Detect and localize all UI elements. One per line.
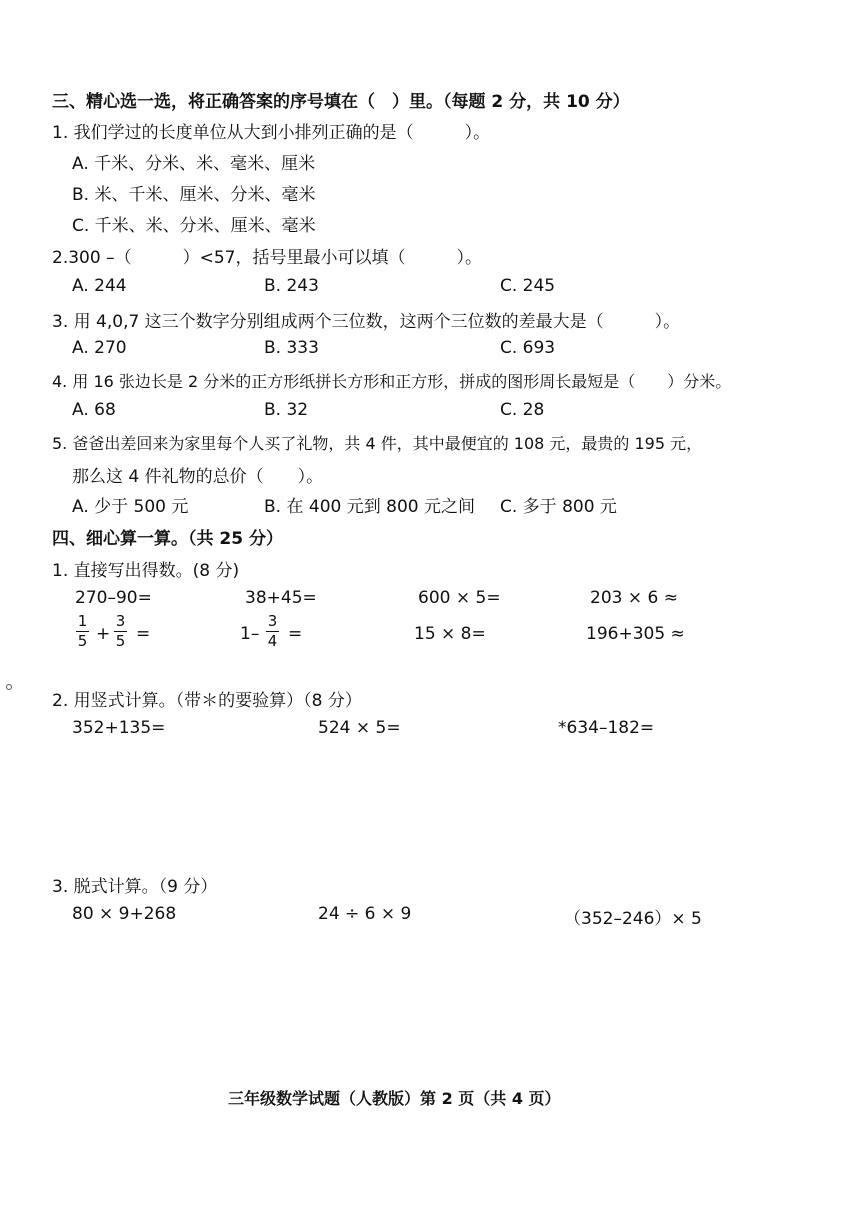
vertical-calc-item: *634–182= bbox=[558, 718, 655, 738]
q5-stem-line2: 那么这 4 件礼物的总价（ ）。 bbox=[72, 467, 324, 487]
calc-item: 600 × 5= bbox=[418, 588, 501, 608]
stepwise-calc-item: （352–246）× 5 bbox=[564, 909, 702, 929]
calc-item: 196+305 ≈ bbox=[586, 624, 685, 644]
vertical-calc-item: 352+135= bbox=[72, 718, 166, 738]
fraction-three-fifths: 3 5 bbox=[115, 612, 126, 650]
q2-option-a: A. 244 bbox=[72, 276, 127, 296]
calc-item: 203 × 6 ≈ bbox=[590, 588, 678, 608]
q4-stem: 4. 用 16 张边长是 2 分米的正方形纸拼长方形和正方形，拼成的图形周长最短是（ ）分米。 bbox=[52, 372, 732, 391]
equals-sign: = bbox=[288, 624, 303, 644]
p1-title: 1. 直接写出得数。(8 分) bbox=[52, 561, 240, 581]
plus-sign: + bbox=[96, 624, 111, 644]
p3-title: 3. 脱式计算。（9 分） bbox=[52, 877, 218, 897]
q3-option-b: B. 333 bbox=[264, 338, 319, 358]
equals-sign: = bbox=[136, 624, 151, 644]
q5-option-a: A. 少于 500 元 bbox=[72, 497, 189, 517]
q1-option-c: C. 千米、米、分米、厘米、毫米 bbox=[72, 216, 316, 236]
fraction-one-fifth: 1 5 bbox=[77, 612, 88, 650]
one-minus: 1– bbox=[240, 624, 260, 644]
stepwise-calc-item: 24 ÷ 6 × 9 bbox=[318, 904, 412, 924]
q1-option-a: A. 千米、分米、米、毫米、厘米 bbox=[72, 154, 316, 174]
q3-option-c: C. 693 bbox=[500, 338, 556, 358]
p2-title: 2. 用竖式计算。（带＊的要验算）（8 分） bbox=[52, 691, 362, 711]
calc-item: 270–90= bbox=[75, 588, 152, 608]
q4-option-a: A. 68 bbox=[72, 400, 116, 420]
q5-stem-line1: 5. 爸爸出差回来为家里每个人买了礼物，共 4 件，其中最便宜的 108 元，最贵的 195 元， bbox=[52, 434, 703, 453]
q2-option-b: B. 243 bbox=[264, 276, 319, 296]
q2-option-c: C. 245 bbox=[500, 276, 556, 296]
q1-option-b: B. 米、千米、厘米、分米、毫米 bbox=[72, 185, 316, 205]
section3-heading: 三、精心选一选，将正确答案的序号填在（ ）里。（每题 2 分，共 10 分） bbox=[52, 92, 630, 112]
vertical-calc-item: 524 × 5= bbox=[318, 718, 401, 738]
calc-item: 38+45= bbox=[245, 588, 317, 608]
stepwise-calc-item: 80 × 9+268 bbox=[72, 904, 177, 924]
fraction-three-quarters: 3 4 bbox=[267, 612, 278, 650]
page-footer: 三年级数学试题（人教版）第 2 页（共 4 页） bbox=[228, 1089, 561, 1108]
calc-item: 15 × 8= bbox=[414, 624, 486, 644]
q2-stem: 2.300 –（ ）<57，括号里最小可以填（ ）。 bbox=[52, 248, 482, 268]
scan-mark bbox=[6, 684, 12, 690]
q4-option-c: C. 28 bbox=[500, 400, 545, 420]
q3-option-a: A. 270 bbox=[72, 338, 127, 358]
section4-heading: 四、细心算一算。（共 25 分） bbox=[52, 529, 283, 549]
q4-option-b: B. 32 bbox=[264, 400, 309, 420]
q5-option-c: C. 多于 800 元 bbox=[500, 497, 617, 517]
q5-option-b: B. 在 400 元到 800 元之间 bbox=[264, 497, 475, 517]
q3-stem: 3. 用 4,0,7 这三个数字分别组成两个三位数，这两个三位数的差最大是（ ）。 bbox=[52, 312, 681, 332]
q1-stem: 1. 我们学过的长度单位从大到小排列正确的是（ ）。 bbox=[52, 123, 491, 143]
